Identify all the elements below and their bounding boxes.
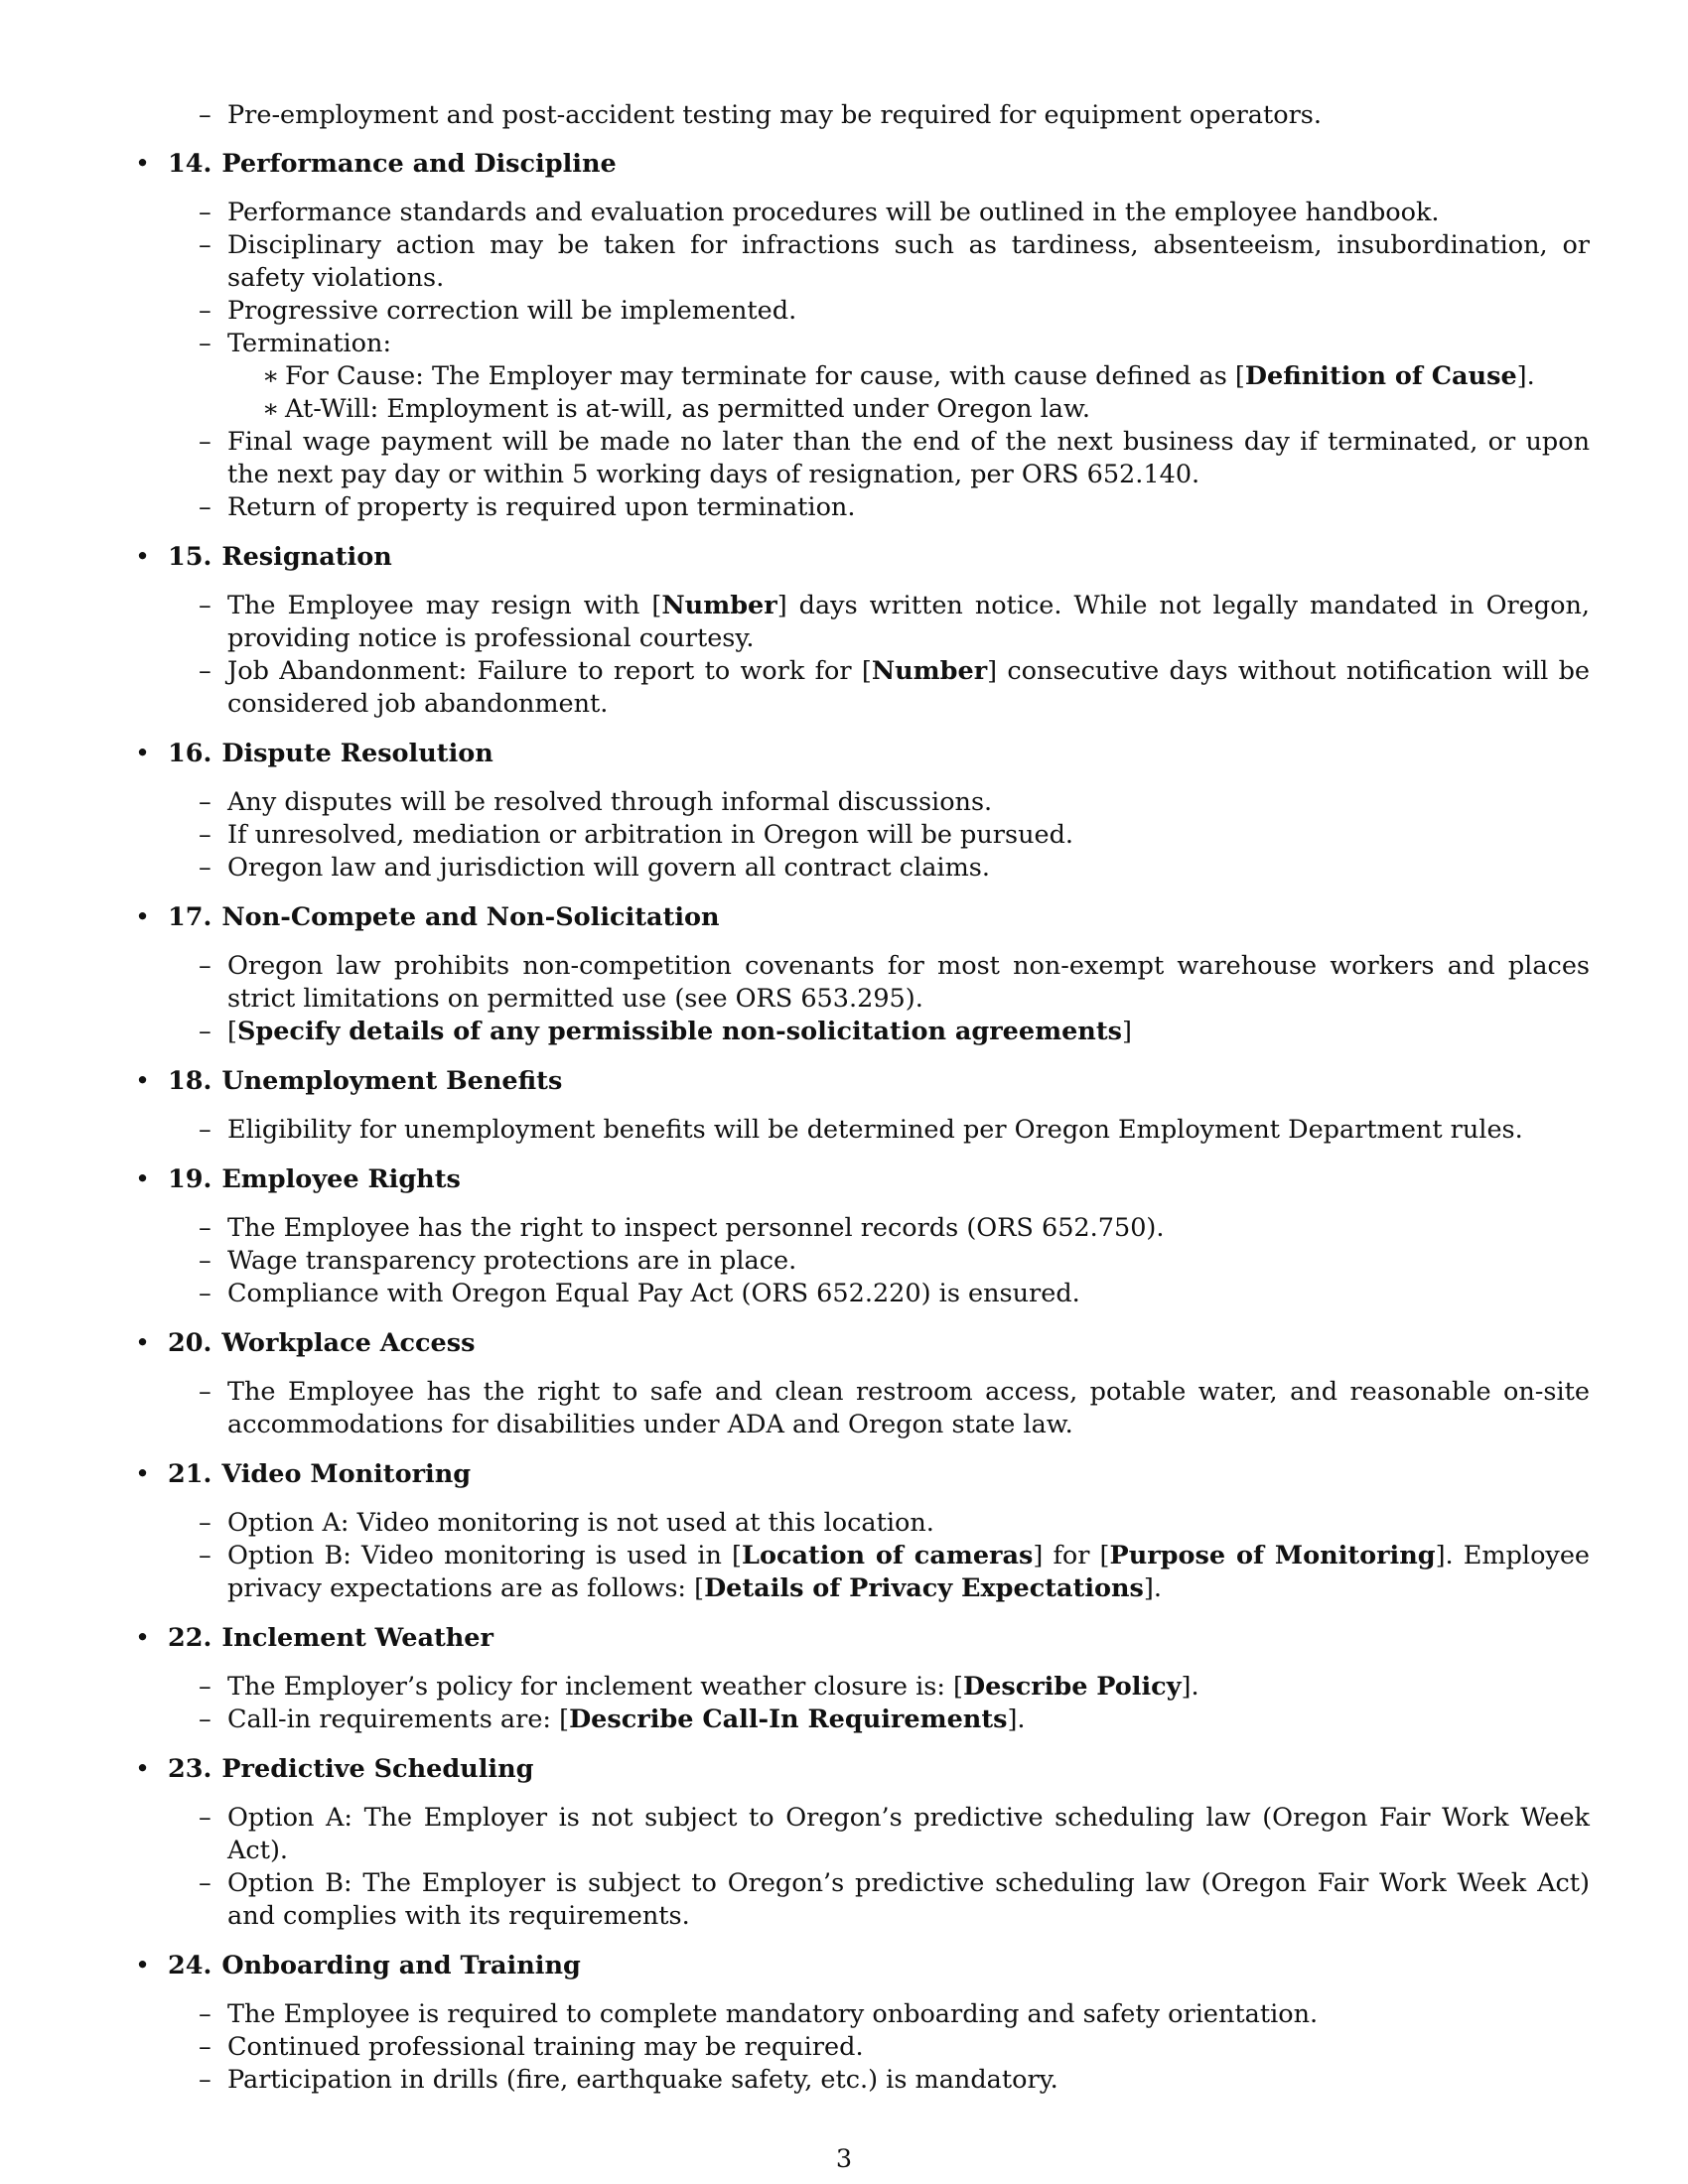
section-items (135, 950, 1590, 1048)
placeholder-field: Specify details of any permissible non-solicitation agreements (236, 1017, 1122, 1046)
bullet-marker: • (135, 542, 151, 572)
dash-marker: – (199, 853, 211, 883)
placeholder-field: Location of cameras (742, 1541, 1034, 1570)
text-segment: Continued professional training may be required. (227, 2032, 864, 2062)
text-segment: For Cause: The Employer may terminate for cause, with cause defined as [ (285, 361, 1245, 391)
list-item (199, 1704, 1590, 1736)
text-segment: ]. (1143, 1573, 1162, 1603)
section (135, 1753, 1590, 1933)
dash-marker: – (199, 1279, 211, 1308)
list-item (199, 1867, 1590, 1933)
section-number: 16. (168, 739, 212, 768)
dash-marker: – (199, 492, 211, 522)
dash-marker: – (199, 296, 211, 326)
section-items (135, 1376, 1590, 1441)
text-segment: The Employer’s policy for inclement weather closure is: [ (227, 1672, 964, 1702)
dash-marker: – (199, 1541, 211, 1570)
dash-marker: – (199, 329, 211, 358)
text-segment: Termination: (227, 329, 392, 358)
section-title: Dispute Resolution (221, 739, 493, 768)
text-segment: Oregon law prohibits non-competition covenants for most non-exempt warehouse workers and places strict limitations on permitted use (see ORS 653.295). (227, 951, 1590, 1014)
list-item (199, 852, 1590, 885)
text-segment: Final wage payment will be made no later than the end of the next business day if terminated, or upon the next pay day or within 5 working days of resignation, per ORS 652.140. (227, 427, 1590, 489)
text-segment: If unresolved, mediation or arbitration in Oregon will be pursued. (227, 820, 1074, 850)
asterisk-marker: ∗ (262, 361, 280, 391)
text-segment: ] days written notice. While not legally mandated in Oregon, providing notice is professional courtesy. (227, 591, 1590, 653)
text-segment: Job Abandonment: Failure to report to work for [ (227, 656, 872, 686)
list-item (199, 1376, 1590, 1441)
dash-marker: – (199, 100, 211, 130)
dash-marker: – (199, 1017, 211, 1046)
text-segment: The Employee has the right to inspect personnel records (ORS 652.750). (227, 1213, 1165, 1243)
bullet-marker: • (135, 1328, 151, 1358)
text-segment: Call-in requirements are: [ (227, 1705, 570, 1734)
list-item (199, 590, 1590, 655)
list-item (199, 1671, 1590, 1704)
placeholder-field: Details of Privacy Expectations (704, 1573, 1144, 1603)
text-segment: Return of property is required upon termination. (227, 492, 856, 522)
section-heading (135, 1163, 1590, 1196)
section-number: 22. (168, 1623, 212, 1653)
bullet-marker: • (135, 739, 151, 768)
text-segment: ]. (1007, 1705, 1026, 1734)
section-items (135, 1671, 1590, 1736)
list-item (199, 1540, 1590, 1605)
section-heading (135, 738, 1590, 770)
section-number: 14. (168, 149, 212, 179)
list-item (199, 2031, 1590, 2064)
section-list (135, 148, 1590, 2114)
section-number: 23. (168, 1754, 212, 1784)
bullet-marker: • (135, 149, 151, 179)
list-item (199, 1016, 1590, 1048)
section-title: Resignation (221, 542, 392, 572)
section-title: Performance and Discipline (221, 149, 617, 179)
text-segment: Disciplinary action may be taken for infractions such as tardiness, absenteeism, insubordination, or safety violations. (227, 230, 1590, 293)
text-segment: Option A: Video monitoring is not used at this location. (227, 1508, 934, 1538)
text-segment: ]. (1516, 361, 1535, 391)
list-item (199, 1507, 1590, 1540)
list-item (199, 786, 1590, 819)
list-item (199, 295, 1590, 328)
sub-list-item (199, 360, 1590, 393)
section-number: 21. (168, 1459, 212, 1489)
section (135, 1065, 1590, 1147)
text-segment: ] (1121, 1017, 1132, 1046)
text-segment: The Employee has the right to safe and clean restroom access, potable water, and reasonable on-site accommodations for disabilities under ADA and Oregon state law. (227, 1377, 1590, 1439)
text-segment: Any disputes will be resolved through informal discussions. (227, 787, 993, 817)
section-heading (135, 901, 1590, 934)
text-segment: At-Will: Employment is at-will, as permitted under Oregon law. (285, 394, 1090, 424)
dash-marker: – (199, 1868, 211, 1898)
list-item (199, 229, 1590, 295)
section-title: Predictive Scheduling (221, 1754, 534, 1784)
placeholder-field: Describe Policy (963, 1672, 1182, 1702)
section-number: 24. (168, 1951, 212, 1980)
bullet-marker: • (135, 1754, 151, 1784)
dash-marker: – (199, 1803, 211, 1833)
list-item-text: Pre-employment and post-accident testing may be required for equipment operators. (227, 100, 1322, 130)
list-item (199, 197, 1590, 229)
text-segment: Eligibility for unemployment benefits will be determined per Oregon Employment Department rules. (227, 1115, 1523, 1145)
dash-marker: – (199, 591, 211, 620)
dash-marker: – (199, 656, 211, 686)
bullet-marker: • (135, 1164, 151, 1194)
list-item (199, 491, 1590, 524)
bullet-marker: • (135, 1459, 151, 1489)
section-number: 17. (168, 902, 212, 932)
text-segment: ]. Employee privacy expectations are as follows: [ (227, 1541, 1591, 1603)
placeholder-field: Definition of Cause (1244, 361, 1517, 391)
dash-marker: – (199, 1999, 211, 2029)
list-item (199, 99, 1589, 132)
section-number: 19. (168, 1164, 212, 1194)
placeholder-field: Describe Call-In Requirements (569, 1705, 1008, 1734)
section-heading (135, 1753, 1590, 1786)
section-title: Video Monitoring (221, 1459, 472, 1489)
text-segment: ]. (1181, 1672, 1199, 1702)
text-segment: Progressive correction will be implemented. (227, 296, 797, 326)
bullet-marker: • (135, 902, 151, 932)
list-item (199, 426, 1590, 491)
section (135, 1163, 1590, 1310)
dash-marker: – (199, 1115, 211, 1145)
text-segment: The Employee is required to complete mandatory onboarding and safety orientation. (227, 1999, 1319, 2029)
list-item (199, 819, 1590, 852)
section (135, 148, 1590, 524)
section-title: Employee Rights (221, 1164, 461, 1194)
section-items (135, 1212, 1590, 1310)
dash-marker: – (199, 787, 211, 817)
section (135, 901, 1590, 1048)
sub-list-item (199, 393, 1590, 426)
section-items (135, 1802, 1590, 1933)
section-heading (135, 148, 1590, 181)
section-title: Unemployment Benefits (221, 1066, 563, 1096)
section (135, 1622, 1590, 1736)
section (135, 1327, 1590, 1441)
text-segment: [ (227, 1017, 237, 1046)
text-segment: Compliance with Oregon Equal Pay Act (ORS 652.220) is ensured. (227, 1279, 1080, 1308)
text-segment: Performance standards and evaluation procedures will be outlined in the employee handbook. (227, 198, 1440, 227)
list-item (199, 328, 1590, 360)
dash-marker: – (199, 2032, 211, 2062)
text-segment: ] consecutive days without notification will be considered job abandonment. (227, 656, 1590, 719)
section-title: Non-Compete and Non-Solicitation (221, 902, 720, 932)
section-items (135, 1507, 1590, 1605)
section (135, 1950, 1590, 2097)
text-segment: Participation in drills (fire, earthquake safety, etc.) is mandatory. (227, 2065, 1058, 2095)
list-item (199, 1278, 1590, 1310)
section-heading (135, 1622, 1590, 1655)
dash-marker: – (199, 427, 211, 457)
section-items (135, 786, 1590, 885)
section-heading (135, 541, 1590, 574)
section-number: 18. (168, 1066, 212, 1096)
section (135, 541, 1590, 721)
list-item (199, 1212, 1590, 1245)
list-item (199, 2064, 1590, 2097)
text-segment: ] for [ (1033, 1541, 1110, 1570)
text-segment: Wage transparency protections are in place. (227, 1246, 797, 1276)
dash-marker: – (199, 1705, 211, 1734)
text-segment: Option B: Video monitoring is used in [ (227, 1541, 743, 1570)
list-item (199, 1114, 1590, 1147)
dash-marker: – (199, 1246, 211, 1276)
section-title: Inclement Weather (221, 1623, 493, 1653)
dash-marker: – (199, 1508, 211, 1538)
asterisk-marker: ∗ (262, 394, 280, 424)
section-number: 15. (168, 542, 212, 572)
list-item (199, 1802, 1590, 1867)
bullet-marker: • (135, 1066, 151, 1096)
text-segment: The Employee may resign with [ (227, 591, 662, 620)
section-heading (135, 1065, 1590, 1098)
dash-marker: – (199, 1672, 211, 1702)
text-segment: Option B: The Employer is subject to Oregon’s predictive scheduling law (Oregon Fair Work Week Act) and complies with its requirements. (227, 1868, 1590, 1931)
dash-marker: – (199, 820, 211, 850)
page-number: 3 (835, 2144, 853, 2174)
placeholder-field: Number (871, 656, 988, 686)
placeholder-field: Number (661, 591, 777, 620)
text-segment: Option A: The Employer is not subject to Oregon’s predictive scheduling law (Oregon Fair Work Week Act). (227, 1803, 1590, 1865)
bullet-marker: • (135, 1951, 151, 1980)
placeholder-field: Purpose of Monitoring (1109, 1541, 1436, 1570)
bullet-marker: • (135, 1623, 151, 1653)
text-segment: Oregon law and jurisdiction will govern all contract claims. (227, 853, 990, 883)
section-items (135, 1998, 1590, 2097)
dash-marker: – (199, 230, 211, 260)
section-items (135, 197, 1590, 524)
section-title: Workplace Access (221, 1328, 476, 1358)
section-items (135, 590, 1590, 721)
section-number: 20. (168, 1328, 212, 1358)
dash-marker: – (199, 198, 211, 227)
dash-marker: – (199, 1377, 211, 1407)
section-heading (135, 1950, 1590, 1982)
section-heading (135, 1458, 1590, 1491)
dash-marker: – (199, 2065, 211, 2095)
section-heading (135, 1327, 1590, 1360)
section-title: Onboarding and Training (221, 1951, 581, 1980)
section-items (135, 1114, 1590, 1147)
continued-list (199, 99, 1589, 132)
section (135, 1458, 1590, 1605)
dash-marker: – (199, 951, 211, 981)
list-item (199, 655, 1590, 721)
section (135, 738, 1590, 885)
dash-marker: – (199, 1213, 211, 1243)
list-item (199, 1245, 1590, 1278)
list-item (199, 1998, 1590, 2031)
list-item (199, 950, 1590, 1016)
